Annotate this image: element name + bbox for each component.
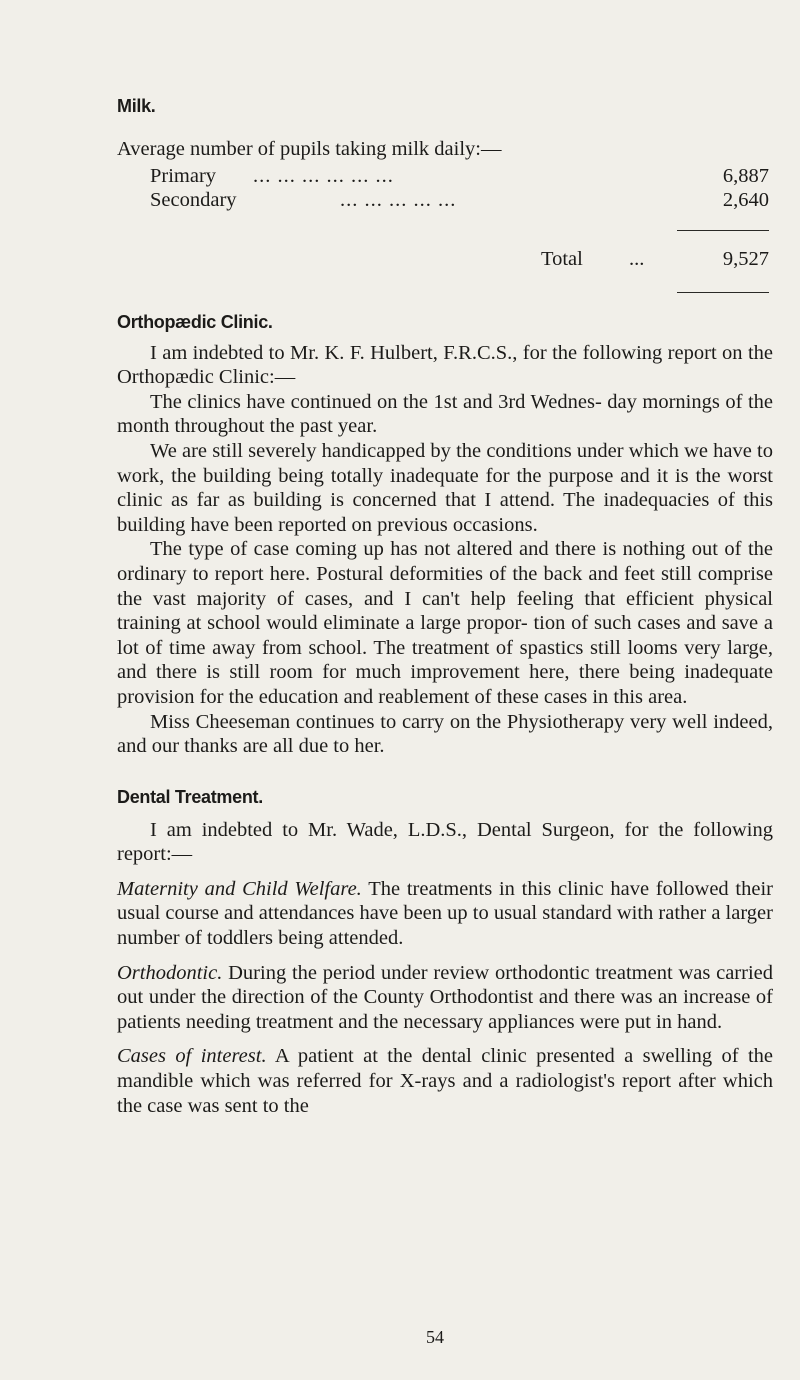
dental-section-orthodontic [117,961,773,1035]
milk-total-block [117,212,773,296]
page-number: 54 [426,1327,444,1347]
document-page [117,88,773,1118]
milk-heading: Milk. [117,96,156,116]
section-text: The treatments in this clinic have followed their usual course and attendances have been up to usual standard with rather a larger number of toddlers being attended. [117,877,773,950]
paragraph: The clinics have continued on the 1st and 3rd Wednes- day mornings of the month throughout the past year. [117,390,773,438]
total-rule-bottom [677,292,769,294]
section-title: Cases of interest. [117,1045,267,1068]
dental-section-cases [117,1044,773,1118]
dental-intro: I am indebted to Mr. Wade, L.D.S., Dental Surgeon, for the following report:— [117,818,773,866]
total-label: Total [541,247,583,270]
section-text: During the period under review orthodontic treatment was carried out under the direction of the County Orthodontist and there was an increase of patients needing treatment and the necessary appliances were put in hand. [117,961,773,1033]
milk-row-label: Primary [150,164,217,187]
milk-row-label: Secondary [150,188,237,211]
milk-row-value: 6,887 [722,164,769,187]
section-title: Orthodontic. [117,961,223,984]
section-text: A patient at the dental clinic presented a swelling of the mandible which was referred for X-rays and a radiologist's report after which the case was sent to the [117,1045,773,1117]
paragraph: We are still severely handicapped by the conditions under which we have to work, the building being totally inadequate for the purpose and it is the worst clinic as far as building is concerned that I attend. The inadequacies of this building have been reported on previous occasions. [117,439,773,536]
leader-dots: ... ... ... ... ... [340,188,457,211]
milk-row-primary [117,164,773,188]
leader-dots: ... ... ... ... ... ... [253,164,394,187]
leader-dots: ... [629,247,645,270]
paragraph: I am indebted to Mr. K. F. Hulbert, F.R.C.S., for the following report on the Orthopædic Clinic:— [117,341,773,389]
paragraph: Miss Cheeseman continues to carry on the Physiotherapy very well indeed, and our thanks are all due to her. [117,710,773,758]
ortho-heading: Orthopædic Clinic. [117,311,273,332]
total-value: 9,527 [722,247,769,270]
dental-heading: Dental Treatment. [117,786,263,807]
milk-intro: Average number of pupils taking milk daily:— [117,138,502,160]
ortho-body [117,341,773,759]
paragraph: The type of case coming up has not altered and there is nothing out of the ordinary to report here. Postural deformities of the back and feet still comprise the vast majority of cases, and I can't help feeling that efficient physical training at school would eliminate a large propor- tion of such cases and save a lot of time away from school. The treatment of spastics still looms very large, and there is still room for much improvement here, there being inadequate provision for the education and reablement of these cases in this area. [117,538,773,708]
milk-row-value: 2,640 [722,188,769,211]
milk-row-secondary [117,188,773,212]
total-rule-top [677,230,769,232]
section-title: Maternity and Child Welfare. [117,877,362,900]
dental-section-maternity [117,877,773,951]
